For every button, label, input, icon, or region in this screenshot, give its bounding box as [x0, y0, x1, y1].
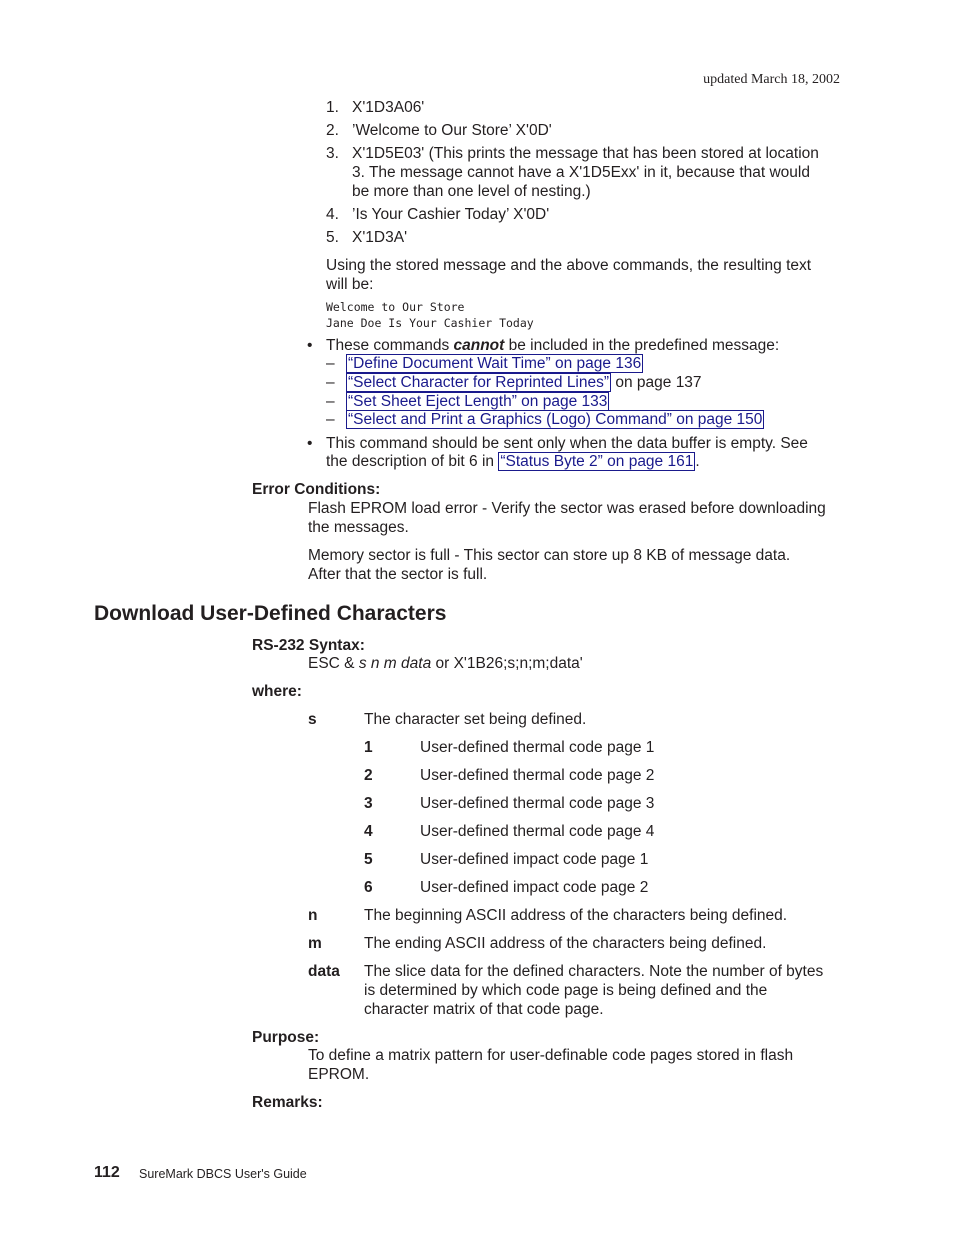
- xref-link[interactable]: “Select and Print a Graphics (Logo) Command” on page 150: [348, 411, 763, 428]
- list-number: 5.: [326, 229, 339, 246]
- dash-icon: –: [326, 393, 335, 410]
- param-desc: is determined by which code page is being defined and the: [364, 982, 768, 999]
- section-title: Download User-Defined Characters: [94, 602, 447, 625]
- paragraph-line: Flash EPROM load error - Verify the sector was erased before downloading: [308, 500, 826, 517]
- param-term: s: [308, 711, 317, 728]
- param-term: m: [308, 935, 322, 952]
- value-desc: User-defined thermal code page 2: [420, 767, 655, 784]
- bullet-text: This command should be sent only when the data buffer is empty. See: [326, 435, 808, 452]
- xref-link[interactable]: “Define Document Wait Time” on page 136: [348, 355, 642, 372]
- param-desc: The character set being defined.: [364, 711, 587, 728]
- list-number: 3.: [326, 145, 339, 162]
- text-run: .: [695, 453, 700, 470]
- dash-icon: –: [326, 374, 335, 391]
- section-label: Remarks:: [252, 1094, 323, 1111]
- xref-link-row: [346, 354, 643, 373]
- bullet-icon: •: [307, 337, 313, 354]
- page-number: 112: [94, 1164, 120, 1181]
- text-run: or X'1B26;s;n;m;data': [431, 655, 583, 672]
- list-item-text: ’Welcome to Our Store’ X'0D': [352, 122, 552, 139]
- page-header-date: updated March 18, 2002: [703, 72, 840, 87]
- xref-link-row: [346, 373, 702, 392]
- paragraph-line: the messages.: [308, 519, 409, 536]
- value-term: 4: [364, 823, 373, 840]
- dash-icon: –: [326, 411, 335, 428]
- value-term: 2: [364, 767, 373, 784]
- code-line: Welcome to Our Store: [326, 300, 465, 314]
- paragraph-line: Using the stored message and the above commands, the resulting text: [326, 257, 812, 274]
- code-line: Jane Doe Is Your Cashier Today: [326, 316, 534, 330]
- value-term: 1: [364, 739, 373, 756]
- paragraph-line: will be:: [326, 276, 374, 293]
- text-run: These commands: [326, 337, 454, 354]
- list-number: 1.: [326, 99, 339, 116]
- paragraph-line: After that the sector is full.: [308, 566, 488, 583]
- xref-link[interactable]: “Status Byte 2” on page 161: [500, 453, 694, 470]
- xref-link[interactable]: “Set Sheet Eject Length” on page 133: [348, 393, 608, 410]
- bullet-text: [326, 452, 700, 471]
- param-term: data: [308, 963, 340, 980]
- list-number: 4.: [326, 206, 339, 223]
- xref-link[interactable]: “Select Character for Reprinted Lines”: [348, 374, 610, 391]
- list-item-text: 3. The message cannot have a X'1D5Exx' in it, because that would: [352, 164, 810, 181]
- xref-link-row: [346, 392, 609, 411]
- list-number: 2.: [326, 122, 339, 139]
- xref-link-row: [346, 410, 764, 429]
- section-label: where:: [252, 683, 302, 700]
- text-run: the description of bit 6 in: [326, 453, 499, 470]
- paragraph-line: Memory sector is full - This sector can store up 8 KB of message data.: [308, 547, 791, 564]
- text-run: be included in the predefined message:: [504, 337, 780, 354]
- paragraph-line: EPROM.: [308, 1066, 370, 1083]
- list-item-text: ’Is Your Cashier Today’ X'0D': [352, 206, 550, 223]
- value-term: 5: [364, 851, 373, 868]
- value-desc: User-defined thermal code page 4: [420, 823, 655, 840]
- list-item-text: X'1D3A06': [352, 99, 425, 116]
- param-desc: character matrix of that code page.: [364, 1001, 604, 1018]
- text-run: on page 137: [611, 374, 702, 391]
- value-desc: User-defined impact code page 2: [420, 879, 649, 896]
- param-desc: The ending ASCII address of the characters being defined.: [364, 935, 767, 952]
- value-term: 3: [364, 795, 373, 812]
- emphasis-cannot: cannot: [453, 337, 505, 354]
- bullet-text: [326, 336, 779, 355]
- list-item-text: be more than one level of nesting.): [352, 183, 591, 200]
- value-desc: User-defined impact code page 1: [420, 851, 649, 868]
- bullet-icon: •: [307, 435, 313, 452]
- list-item-text: X'1D5E03' (This prints the message that has been stored at location: [352, 145, 819, 162]
- param-desc: The slice data for the defined characters. Note the number of bytes: [364, 963, 824, 980]
- list-item-text: X'1D3A': [352, 229, 408, 246]
- value-term: 6: [364, 879, 373, 896]
- book-title: SureMark DBCS User's Guide: [139, 1167, 307, 1181]
- section-label: Purpose:: [252, 1029, 320, 1046]
- text-run: ESC &: [308, 655, 359, 672]
- value-desc: User-defined thermal code page 3: [420, 795, 655, 812]
- section-label: Error Conditions:: [252, 481, 381, 498]
- syntax-params: s n m data: [358, 655, 432, 672]
- param-desc: The beginning ASCII address of the characters being defined.: [364, 907, 788, 924]
- paragraph-line: To define a matrix pattern for user-definable code pages stored in flash: [308, 1047, 794, 1064]
- dash-icon: –: [326, 355, 335, 372]
- section-label: RS-232 Syntax:: [252, 637, 365, 654]
- value-desc: User-defined thermal code page 1: [420, 739, 655, 756]
- syntax-line: [308, 654, 583, 673]
- param-term: n: [308, 907, 318, 924]
